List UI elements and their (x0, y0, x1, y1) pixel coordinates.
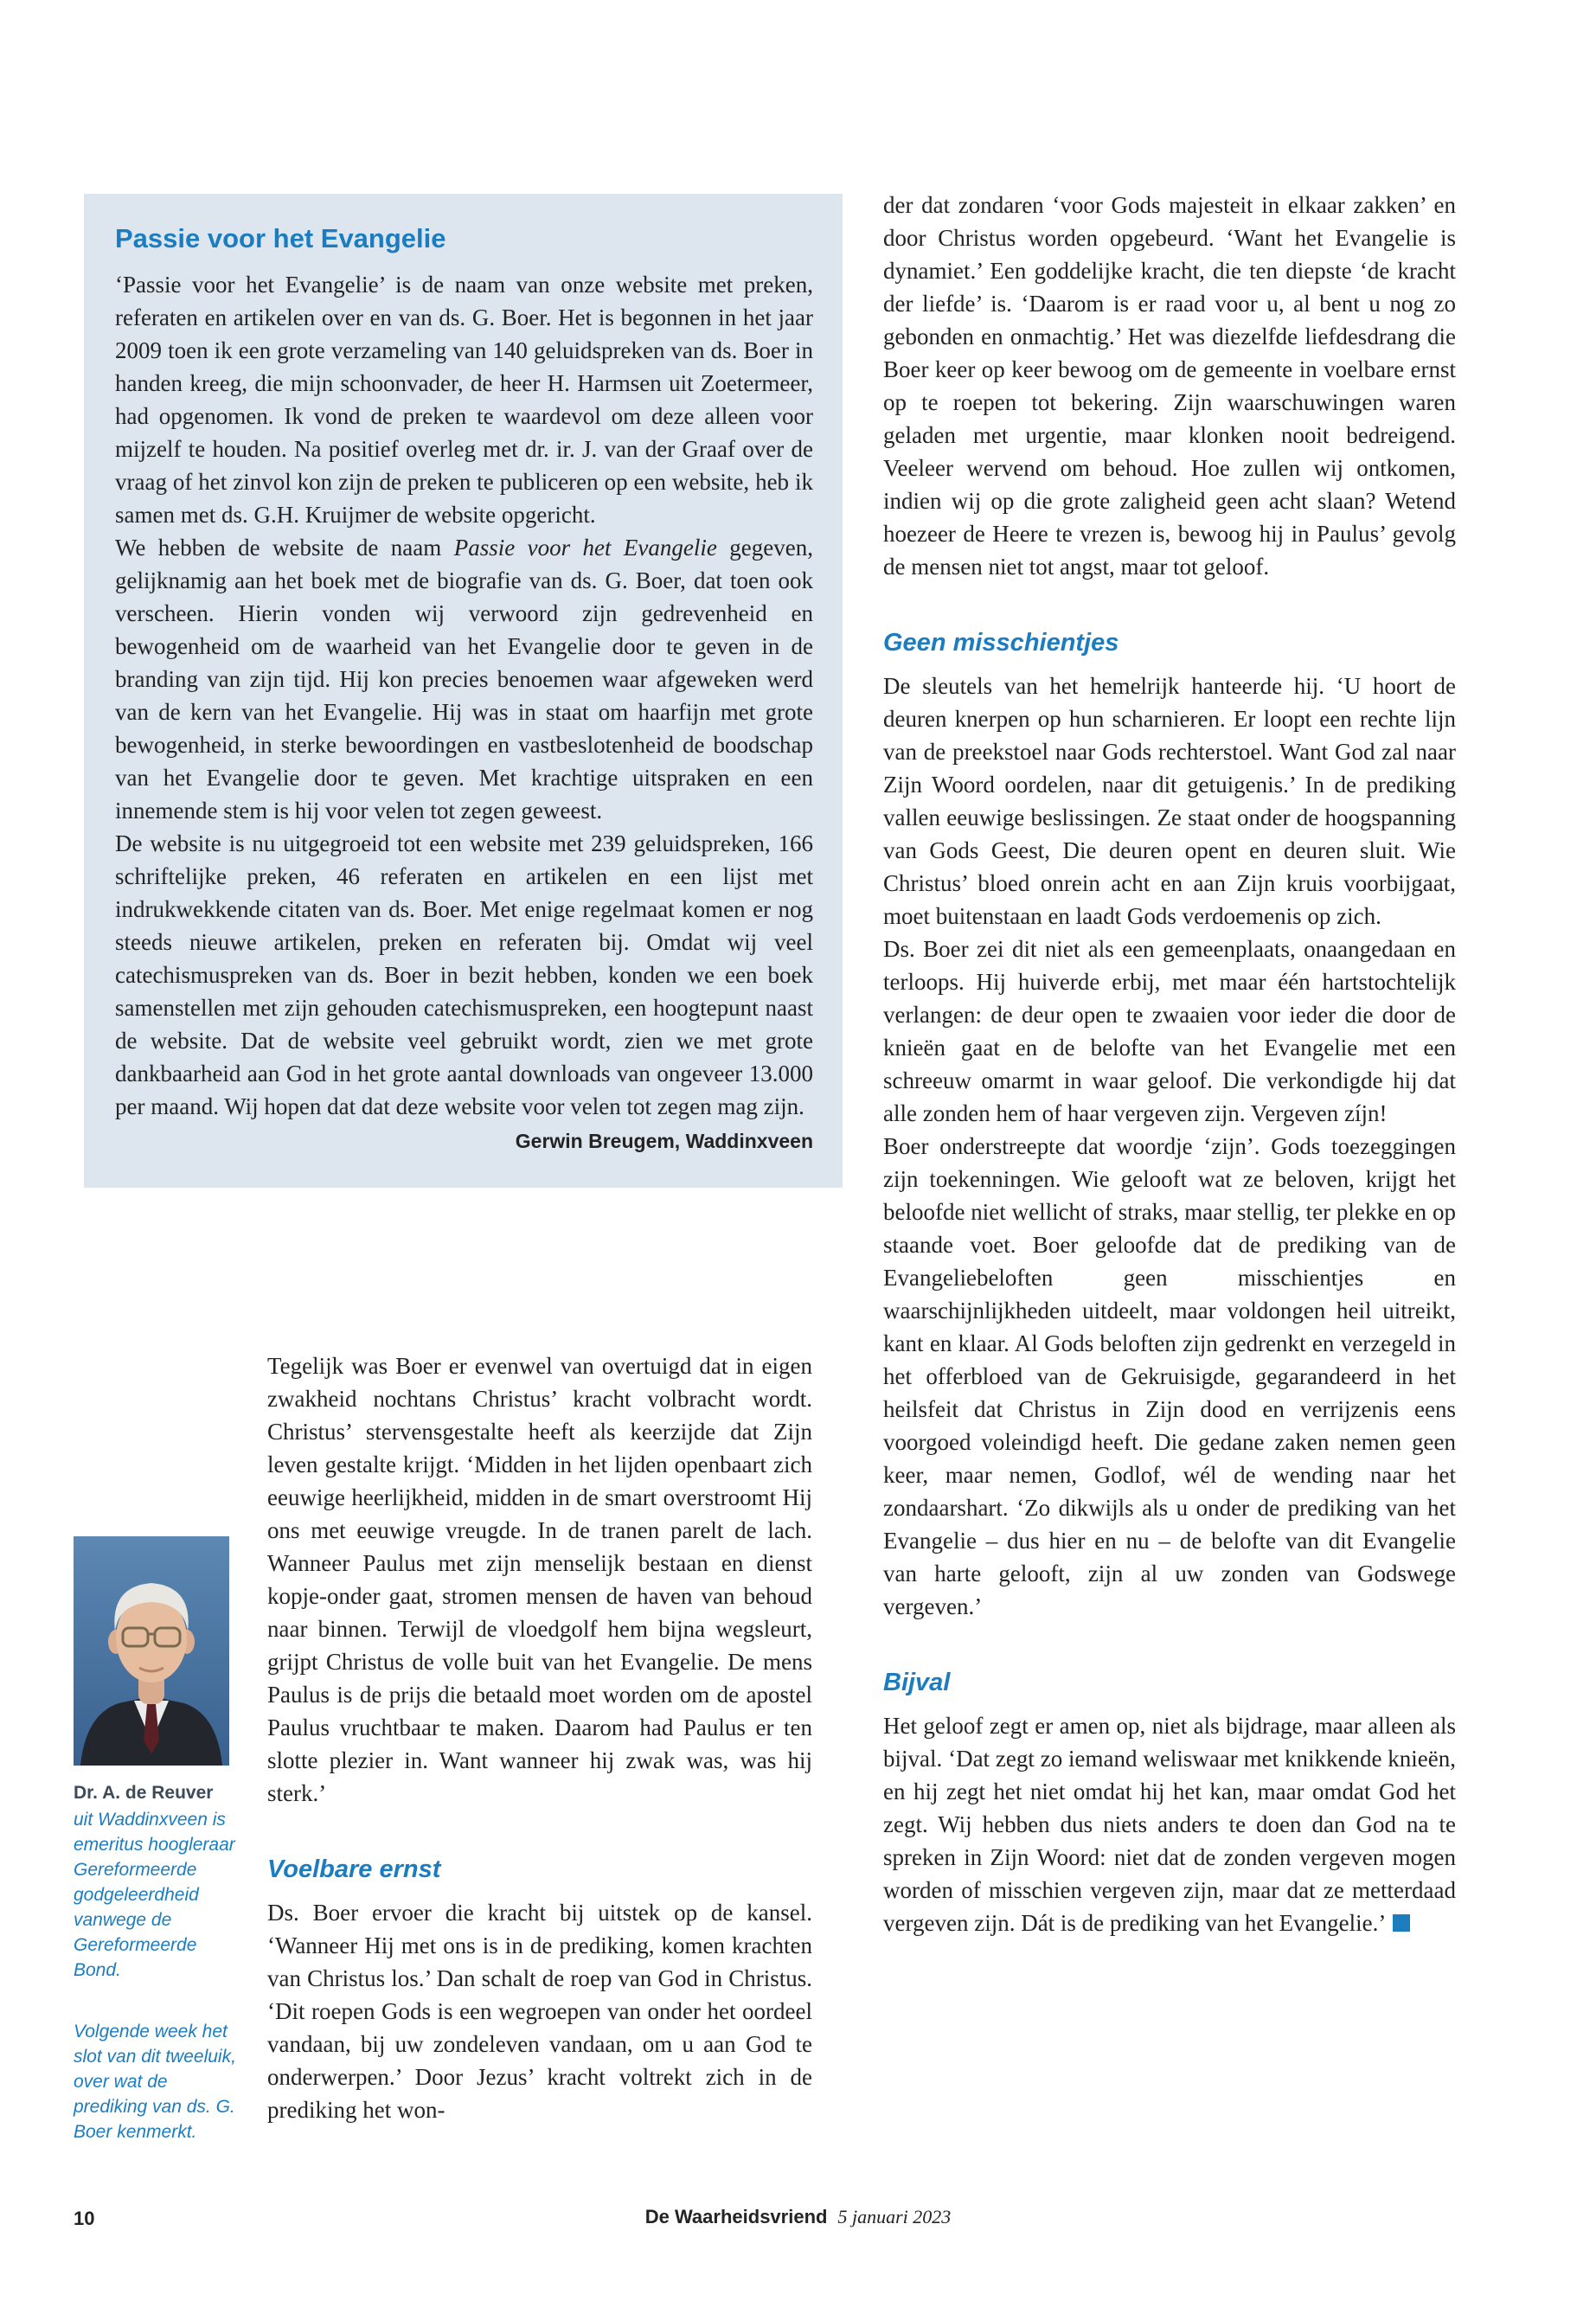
article-paragraph: Ds. Boer ervoer die kracht bij uitstek op de kansel. ‘Wanneer Hij met ons is in de prediking, komen krachten van Christus los.’ Dan schalt de roep van God in Christus. ‘Dit roepen Gods is een wegroepen van onder het oordeel vandaan, bij uw zondeleven vandaan, om u aan God te onderwerpen.’ Door Jezus’ kracht voltrekt zich in de prediking het won- (267, 1900, 812, 2123)
text-run-italic: Passie voor het Evangelie (453, 535, 717, 561)
photo-caption-name: Dr. A. de Reuver (74, 1783, 214, 1803)
info-box-paragraph-2 (115, 531, 813, 827)
article-paragraph-last (883, 1709, 1456, 1939)
article-column-middle (267, 1349, 812, 2126)
photo-column (74, 1536, 240, 2144)
article-column-right (883, 189, 1456, 1939)
info-box-passie-voor-het-evangelie (84, 194, 843, 1188)
section-heading-bijval: Bijval (883, 1669, 951, 1696)
page-number: 10 (74, 2208, 95, 2229)
footer-center (0, 2206, 1596, 2228)
section-heading-geen-misschientjes: Geen misschientjes (883, 629, 1119, 657)
article-paragraph: De sleutels van het hemelrijk hanteerde hij. ‘U hoort de deuren knerpen op hun scharnieren. Er loopt een rechte lijn van de preekstoel naar Gods rechterstoel. Want God zal naar Zijn Woord oordelen, naar dit getuigenis.’ In de prediking vallen eeuwige beslissingen. Ze staat onder de hoogspanning van Gods Geest, Die deuren opent en deuren sluit. Wie Christus’ bloed onrein acht en aan Zijn kruis voorbijgaat, moet buitenstaan en laadt Gods verdoemenis op zich. (883, 673, 1456, 929)
info-box-paragraph-3: De website is nu uitgegroeid tot een website met 239 geluidspreken, 166 schriftelijke preken, 46 referaten en artikelen en een lijst met indrukwekkende citaten van ds. Boer. Met enige regelmaat komen er nog steeds nieuwe artikelen, preken en referaten bij. Omdat wij veel catechismuspreken van ds. Boer in bezit hebben, konden we een boek samenstellen met zijn gehouden catechismuspreken, een hoogtepunt naast de website. Dat de website veel gebruikt wordt, zien we met grote dankbaarheid aan God in het grote aantal downloads van ongeveer 13.000 per maand. Wij hopen dat dat deze website voor velen tot zegen mag zijn. (115, 830, 813, 1119)
article-paragraph: der dat zondaren ‘voor Gods majesteit in elkaar zakken’ en door Christus worden opgebeurd. ‘Want het Evangelie is dynamiet.’ Een goddelijke kracht, die ten diepste ‘de kracht der liefde’ is. ‘Daarom is er raad voor u, al bent u nog zo gebonden en onmachtig.’ Het was diezelfde liefdesdrang die Boer keer op keer bewoog om de gemeente in voelbare ernst op te roepen tot bekering. Zijn waarschuwingen waren geladen met urgentie, maar klonken nooit bedreigend. Veeleer wervend om behoud. Hoe zullen wij ontkomen, indien wij op die grote zaligheid geen acht slaan? Wetend hoezeer de Heere te vrezen is, bewoog hij in Paulus’ gevolg de mensen niet tot angst, maar tot geloof. (883, 192, 1456, 580)
end-of-article-mark-icon (1393, 1914, 1410, 1932)
photo-caption-text: uit Waddinxveen is emeritus hoogleraar Gereformeerde godgeleerdheid vanwege de Gereformeerde Bond. (74, 1810, 235, 1980)
article-paragraph: Ds. Boer zei dit niet als een gemeenplaats, onaangedaan en terloops. Hij huiverde erbij, met maar één hartstochtelijk verlangen: de deur open te zwaaien voor ieder die door de knieën gaat en de belofte van het Evangelie met een schreeuw omarmt in waar geloof. Die verkondigde hij dat alle zonden hem of haar vergeven zijn. Vergeven zíjn! (883, 936, 1456, 1126)
text-run: gegeven, gelijknamig aan het boek met de biografie van ds. G. Boer, dat toen ook verscheen. Hierin vonden wij verwoord zijn gedrevenheid en bewogenheid om de waarheid van het Evangelie door te geven in de branding van zijn tijd. Hij kon precies benoemen waar afgeweken werd van de kern van het Evangelie. Hij was in staat om haarfijn met grote bewogenheid, in sterke bewoordingen en vastbeslotenheid de boodschap van het Evangelie door te geven. Met krachtige uitspraken en een innemende stem is hij voor velen tot zegen geweest. (115, 535, 814, 824)
info-box-paragraph-1: ‘Passie voor het Evangelie’ is de naam van onze website met preken, referaten en artikelen over en van ds. G. Boer. Het is begonnen in het jaar 2009 toen ik een grote verzameling van 140 geluidspreken van ds. Boer in handen kreeg, die mijn schoonvader, de heer H. Harmsen uit Zoetermeer, had opgenomen. Ik vond de preken te waardevol om deze alleen voor mijzelf te houden. Na positief overleg met dr. ir. J. van der Graaf over de vraag of het zinvol kon zijn de preken te publiceren op een website, heb ik samen met ds. G.H. Kruijmer de website opgericht. (115, 272, 813, 528)
page-footer (0, 2206, 1596, 2242)
portrait-figure (74, 1536, 240, 1766)
text-run: Het geloof zegt er amen op, niet als bijdrage, maar alleen als bijval. ‘Dat zegt zo iemand weliswaar met knikkende knieën, en hij zegt het niet omdat hij het kan, maar omdat God het zegt. Wij hebben dus niets anders te doen dan God na te spreken in Zijn Woord: niet dat de zonden vergeven mogen worden of misschien vergeven zijn, maar dat ze metterdaad vergeven zijn. Dát is de prediking van het Evangelie.’ (883, 1713, 1456, 1936)
info-box-title: Passie voor het Evangelie (115, 223, 446, 253)
article-paragraph: Boer onderstreepte dat woordje ‘zijn’. Gods toezeggingen zijn toekenningen. Wie gelooft wat ze beloven, krijgt het beloofde niet wellicht of straks, maar stellig, ter plekke en op staande voet. Boer geloofde dat de prediking van de Evangeliebeloften geen misschientjes en waarschijnlijkheden uitdeelt, maar voldongen heil uitreikt, kant en klaar. Al Gods beloften zijn gedrenkt en verzegeld in het offerbloed van de Gekruisigde, gegarandeerd in het heilsfeit dat Christus in Zijn dood en verrijzenis eens voorgoed voleindigd heeft. Die gedane zaken nemen geen keer, maar nemen, Godlof, wél de wending naar het zondaarshart. ‘Zo dikwijls als u onder de prediking van het Evangelie – dus hier en nu – de belofte van dit Evangelie van harte gelooft, zijn al uw zonden van Godswege vergeven.’ (883, 1133, 1456, 1619)
info-box-attribution: Gerwin Breugem, Waddinxveen (515, 1130, 813, 1152)
section-heading-voelbare-ernst: Voelbare ernst (267, 1856, 441, 1883)
issue-date: 5 januari 2023 (837, 2206, 952, 2227)
article-paragraph: Tegelijk was Boer er evenwel van overtuigd dat in eigen zwakheid nochtans Christus’ kracht volbracht wordt. Christus’ stervensgestalte heeft als keerzijde dat Zijn leven gestalte krijgt. ‘Midden in het lijden openbaart zich eeuwige heerlijkheid, midden in de smart overstroomt Hij ons met eeuwige vreugde. In de tranen parelt de lach. Wanneer Paulus met zijn menselijk bestaan en dienst kopje-onder gaat, stromen mensen de haven van behoud naar binnen. Terwijl de vloedgolf hem bijna wegsleurt, grijpt Christus de volle buit van het Evangelie. De mens Paulus is de prijs die betaald moet worden om de apostel Paulus vruchtbaar te maken. Daarom had Paulus er ten slotte plezier in. Want wanneer hij zwak was, was hij sterk.’ (267, 1353, 812, 1806)
next-week-note: Volgende week het slot van dit tweeluik, over wat de prediking van ds. G. Boer kenmerkt. (74, 2022, 236, 2142)
magazine-name: De Waarheidsvriend (644, 2206, 828, 2227)
portrait-photo (74, 1536, 229, 1766)
text-run: We hebben de website de naam (115, 535, 454, 561)
